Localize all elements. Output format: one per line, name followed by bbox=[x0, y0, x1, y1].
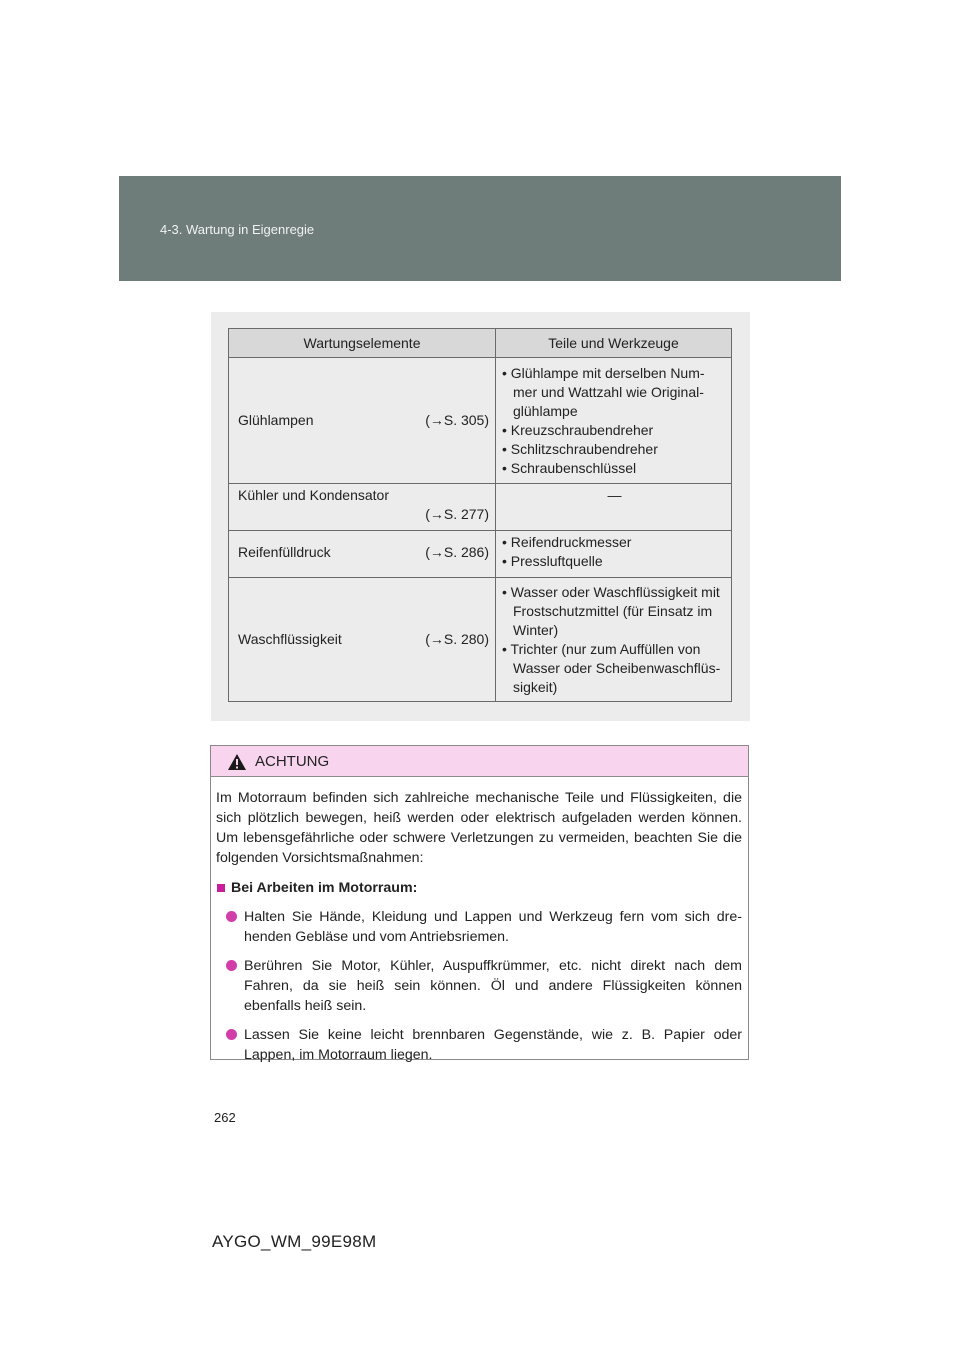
warning-body bbox=[211, 777, 748, 1065]
warning-triangle-icon bbox=[227, 753, 247, 771]
warning-box bbox=[210, 745, 749, 1063]
page-reference: (→S. 286) bbox=[425, 544, 489, 560]
tools-cell bbox=[496, 531, 732, 578]
table-row bbox=[229, 578, 732, 702]
list-item bbox=[216, 907, 742, 947]
tool-item: • Trichter (nur zum Auffüllen von Wasser oder Scheibenwaschflüs-sigkeit) bbox=[502, 640, 727, 697]
tools-cell: — bbox=[496, 484, 732, 531]
circle-bullet-icon bbox=[226, 960, 237, 971]
page-reference: (→S. 277) bbox=[425, 506, 489, 522]
maintenance-item-name: Kühler und Kondensator bbox=[238, 487, 389, 503]
warning-header bbox=[211, 746, 748, 777]
tool-item: • Pressluftquelle bbox=[502, 552, 727, 571]
maintenance-item-name: Reifenfülldruck bbox=[238, 544, 331, 560]
maintenance-table bbox=[228, 328, 732, 702]
document-code: AYGO_WM_99E98M bbox=[212, 1232, 377, 1251]
tool-item: • Glühlampe mit derselben Num-mer und Wattzahl wie Original-glühlampe bbox=[502, 364, 727, 421]
tool-item: • Wasser oder Waschflüssigkeit mit Frostschutzmittel (für Einsatz im Winter) bbox=[502, 583, 727, 640]
maintenance-item-name: Waschflüssigkeit bbox=[238, 631, 342, 647]
column-header-items: Wartungselemente bbox=[229, 329, 496, 358]
warning-point: Berühren Sie Motor, Kühler, Auspuffkrümmer, etc. nicht direkt nach dem Fahren, da sie heiß sein können. Öl und andere Flüssigkeiten können ebenfalls heiß sein. bbox=[244, 958, 742, 1014]
section-header-band bbox=[119, 176, 841, 281]
page-reference: (→S. 280) bbox=[425, 631, 489, 647]
warning-subheading bbox=[216, 878, 742, 898]
warning-subheading-text: Bei Arbeiten im Motorraum: bbox=[231, 880, 418, 896]
table-row bbox=[229, 531, 732, 578]
table-row bbox=[229, 358, 732, 484]
tools-cell bbox=[496, 578, 732, 702]
maintenance-item-cell bbox=[229, 578, 496, 702]
tool-item: • Reifendruckmesser bbox=[502, 533, 727, 552]
column-header-tools: Teile und Werkzeuge bbox=[496, 329, 732, 358]
circle-bullet-icon bbox=[226, 1029, 237, 1040]
warning-point: Halten Sie Hände, Kleidung und Lappen und Werkzeug fern vom sich dre-henden Gebläse und vom Antriebsriemen. bbox=[244, 909, 742, 945]
warning-point: Lassen Sie keine leicht brennbaren Gegenstände, wie z. B. Papier oder Lappen, im Motorraum liegen. bbox=[244, 1027, 742, 1063]
maintenance-item-cell bbox=[229, 484, 496, 531]
maintenance-item-cell bbox=[229, 358, 496, 484]
tool-item: • Schlitzschraubendreher bbox=[502, 440, 727, 459]
tool-item: • Schraubenschlüssel bbox=[502, 459, 727, 478]
maintenance-item-cell bbox=[229, 531, 496, 578]
page-reference: (→S. 305) bbox=[425, 412, 489, 428]
maintenance-table-panel bbox=[211, 312, 750, 721]
list-item bbox=[216, 1025, 742, 1065]
square-bullet-icon bbox=[217, 884, 225, 892]
warning-intro: Im Motorraum befinden sich zahlreiche mechanische Teile und Flüssigkeiten, die sich plötzlich bewegen, heiß werden oder elektrisch aufgeladen werden können. Um lebensgefährliche oder schwere Verletzungen zu vermeiden, beachten Sie die folgenden Vorsichtsmaßnahmen: bbox=[216, 790, 742, 866]
tools-cell bbox=[496, 358, 732, 484]
maintenance-item-name: Glühlampen bbox=[238, 412, 314, 428]
warning-title: ACHTUNG bbox=[255, 753, 330, 770]
tool-item: • Kreuzschraubendreher bbox=[502, 421, 727, 440]
list-item bbox=[216, 956, 742, 1016]
circle-bullet-icon bbox=[226, 911, 237, 922]
section-title: 4-3. Wartung in Eigenregie bbox=[160, 222, 315, 237]
table-row bbox=[229, 484, 732, 531]
page-number: 262 bbox=[214, 1110, 236, 1125]
